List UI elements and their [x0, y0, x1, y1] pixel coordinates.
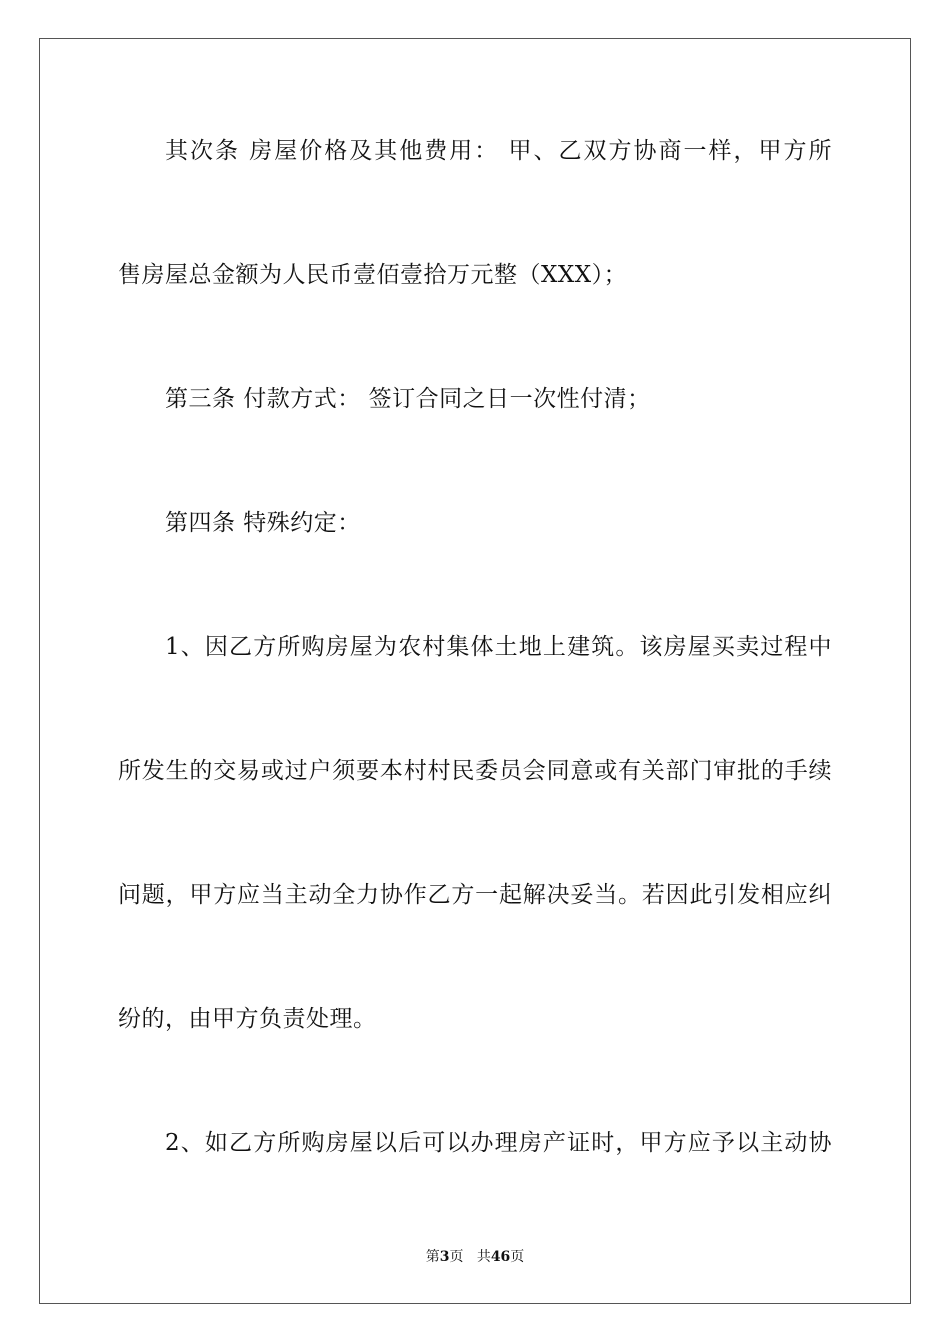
page-number: 3 — [439, 1249, 450, 1265]
text-line-5: 1、因乙方所购房屋为农村集体土地上建筑。该房屋买卖过程中 — [165, 634, 832, 660]
text-line-9: 2、如乙方所购房屋以后可以办理房产证时，甲方应予以主动协 — [165, 1130, 832, 1156]
page-suffix: 页 — [449, 1249, 464, 1265]
text-line-1: 其次条 房屋价格及其他费用： 甲、乙双方协商一样，甲方所 — [165, 138, 832, 164]
page-prefix: 第 — [425, 1249, 440, 1265]
text-line-3: 第三条 付款方式： 签订合同之日一次性付清； — [165, 386, 651, 412]
total-prefix: 共 — [476, 1249, 491, 1265]
total-pages: 46 — [490, 1249, 511, 1265]
text-line-6: 所发生的交易或过户须要本村村民委员会同意或有关部门审批的手续 — [118, 758, 832, 784]
text-line-7: 问题，甲方应当主动全力协作乙方一起解决妥当。若因此引发相应纠 — [118, 882, 832, 908]
total-suffix: 页 — [510, 1249, 525, 1265]
page-frame — [39, 38, 911, 1304]
text-line-2: 售房屋总金额为人民币壹佰壹拾万元整（XXX）； — [118, 262, 628, 288]
text-line-4: 第四条 特殊约定： — [165, 510, 361, 536]
text-line-8: 纷的，由甲方负责处理。 — [118, 1006, 377, 1032]
page-footer — [0, 1248, 950, 1266]
